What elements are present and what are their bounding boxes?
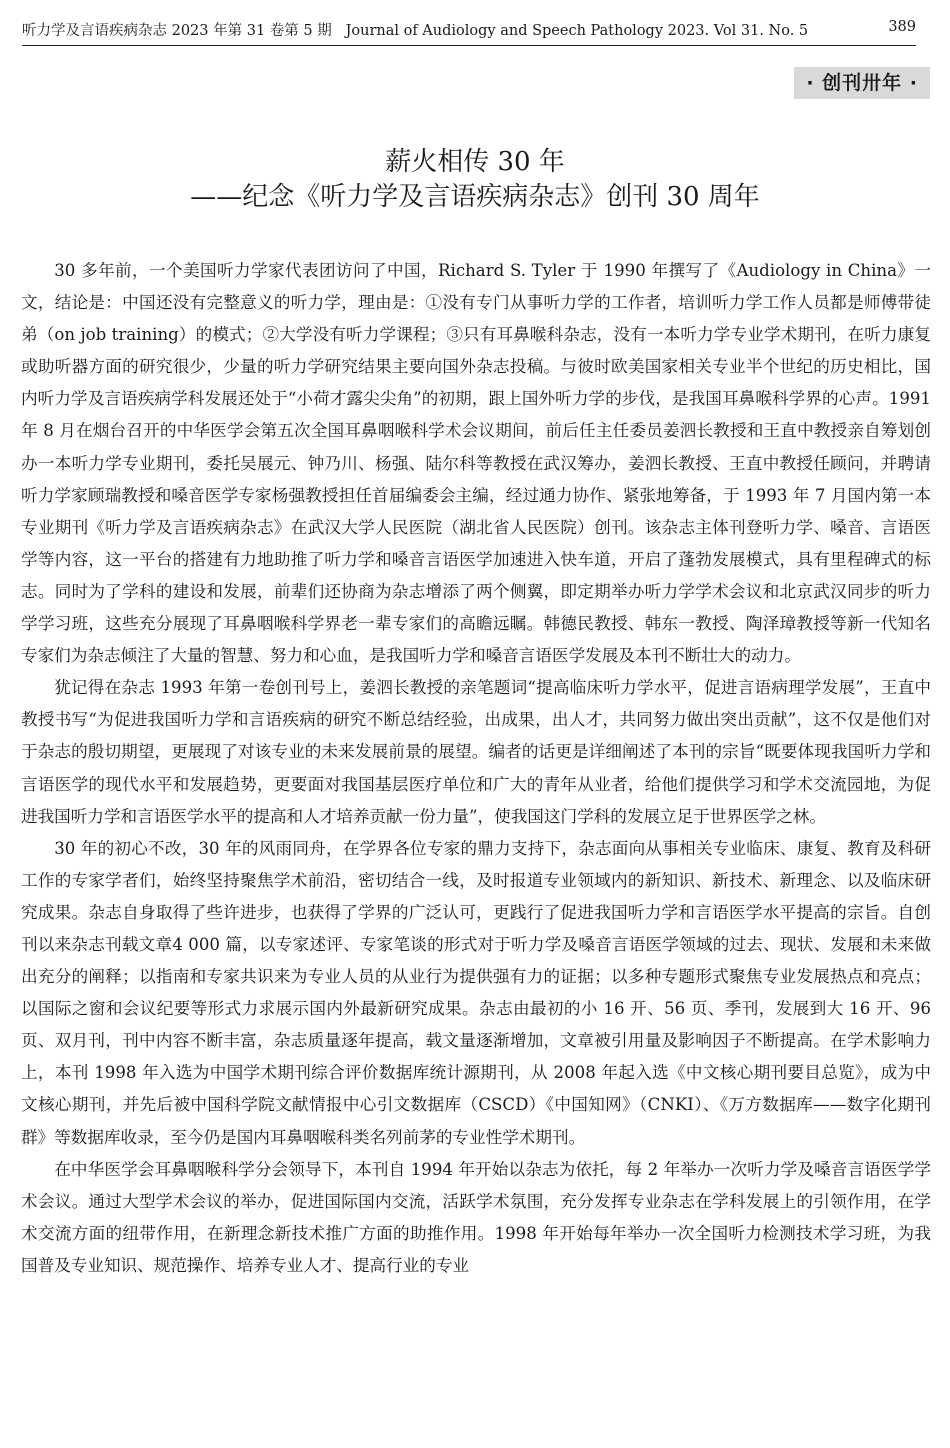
journal-header-text [22,19,808,40]
running-header [22,17,916,46]
paragraph-4: 在中华医学会耳鼻咽喉科学分会领导下，本刊自 1994 年开始以杂志为依托，每 2 年举办一次听力学及嗓音言语医学学术会议。通过大型学术会议的举办，促进国际国内交流，活跃学术氛围，充分发挥专业杂志在学科发展上的引领作用，在学术交流方面的纽带作用，在新理念新技术推广方面的助推作用。1998 年开始每年举办一次全国听力检测技术学习班，为我国普及专业知识、规范操作、培养专业人才、提高行业的专业 [21,1159,931,1275]
journal-name-en: Journal of Audiology and Speech Pathology 2023. Vol 31. No. 5 [345,23,809,39]
column-tag: · 创刊卅年 · [794,67,930,99]
paragraph-3: 30 年的初心不改，30 年的风雨同舟，在学界各位专家的鼎力支持下，杂志面向从事相关专业临床、康复、教育及科研工作的专家学者们，始终坚持聚焦学术前沿，密切结合一线，及时报道专业领域内的新知识、新技术、新理念、以及临床研究成果。杂志自身取得了些许进步，也获得了学界的广泛认可，更践行了促进我国听力学和言语医学水平提高的宗旨。自创刊以来杂志刊载文章4 000 篇，以专家述评、专家笔谈的形式对于听力学及嗓音言语医学领域的过去、现状、发展和未来做出充分的阐释；以指南和专家共识来为专业人员的从业行为提供强有力的证据；以多种专题形式聚焦专业发展热点和亮点；以国际之窗和会议纪要等形式力求展示国内外最新研究成果。杂志由最初的小 16 开、56 页、季刊，发展到大 16 开、96 页、双月刊，刊中内容不断丰富，杂志质量逐年提高，载文量逐渐增加，文章被引用量及影响因子不断提高。在学术影响力上，本刊 1998 年入选为中国学术期刊综合评价数据库统计源期刊，从 2008 年起入选《中文核心期刊要目总览》，成为中文核心期刊，并先后被中国科学院文献情报中心引文数据库（CSCD）《中国知网》（CNKI）、《万方数据库——数字化期刊群》等数据库收录，至今仍是国内耳鼻咽喉科类名列前茅的专业性学术期刊。 [21,838,931,1147]
article-body [21,255,931,1282]
journal-name-cn: 听力学及言语疾病杂志 2023 年第 31 卷第 5 期 [22,23,332,39]
page-number: 389 [888,19,916,35]
paragraph-2: 犹记得在杂志 1993 年第一卷创刊号上，姜泗长教授的亲笔题词“提高临床听力学水平，促进言语病理学发展”，王直中教授书写“为促进我国听力学和言语疾病的研究不断总结经验，出成果，出人才，共同努力做出突出贡献”，这不仅是他们对于杂志的殷切期望，更展现了对该专业的未来发展前景的展望。编者的话更是详细阐述了本刊的宗旨“既要体现我国听力学和言语医学的现代水平和发展趋势，更要面对我国基层医疗单位和广大的青年从业者，给他们提供学习和学术交流园地，为促进我国听力学和言语医学水平的提高和人才培养贡献一份力量”，使我国这门学科的发展立足于世界医学之林。 [21,678,931,826]
article-subtitle: ——纪念《听力学及言语疾病杂志》创刊 30 周年 [190,182,760,212]
article-title: 薪火相传 30 年 [385,147,565,177]
paragraph-1: 30 多年前，一个美国听力学家代表团访问了中国，Richard S. Tyler 于 1990 年撰写了《Audiology in China》一文，结论是：中国还没有完整意义的听力学，理由是：①没有专门从事听力学的工作者，培训听力学工作人员都是师傅带徒弟（on job training）的模式；②大学没有听力学课程；③只有耳鼻喉科杂志，没有一本听力学专业学术期刊，在听力康复或助听器方面的研究很少，少量的听力学研究结果主要向国外杂志投稿。与彼时欧美国家相关专业半个世纪的历史相比，国内听力学及言语疾病学科发展还处于“小荷才露尖尖角”的初期，跟上国外听力学的步伐，是我国耳鼻喉科学界的心声。1991 年 8 月在烟台召开的中华医学会第五次全国耳鼻咽喉科学术会议期间，前后任主任委员姜泗长教授和王直中教授亲自筹划创办一本听力学专业期刊，委托吴展元、钟乃川、杨强、陆尔科等教授在武汉筹办，姜泗长教授、王直中教授任顾问，并聘请听力学家顾瑞教授和嗓音医学专家杨强教授担任首届编委会主编，经过通力协作、紧张地筹备，于 1993 年 7 月国内第一本专业期刊《听力学及言语疾病杂志》在武汉大学人民医院（湖北省人民医院）创刊。该杂志主体刊登听力学、嗓音、言语医学等内容，这一平台的搭建有力地助推了听力学和嗓音言语医学加速进入快车道，开启了蓬勃发展模式，具有里程碑式的标志。同时为了学科的建设和发展，前辈们还协商为杂志增添了两个侧翼，即定期举办听力学学术会议和北京武汉同步的听力学学习班，这些充分展现了耳鼻咽喉科学界老一辈专家们的高瞻远瞩。韩德民教授、韩东一教授、陶泽璋教授等新一代知名专家们为杂志倾注了大量的智慧、努力和心血，是我国听力学和嗓音言语医学发展及本刊不断壮大的动力。 [21,261,931,666]
